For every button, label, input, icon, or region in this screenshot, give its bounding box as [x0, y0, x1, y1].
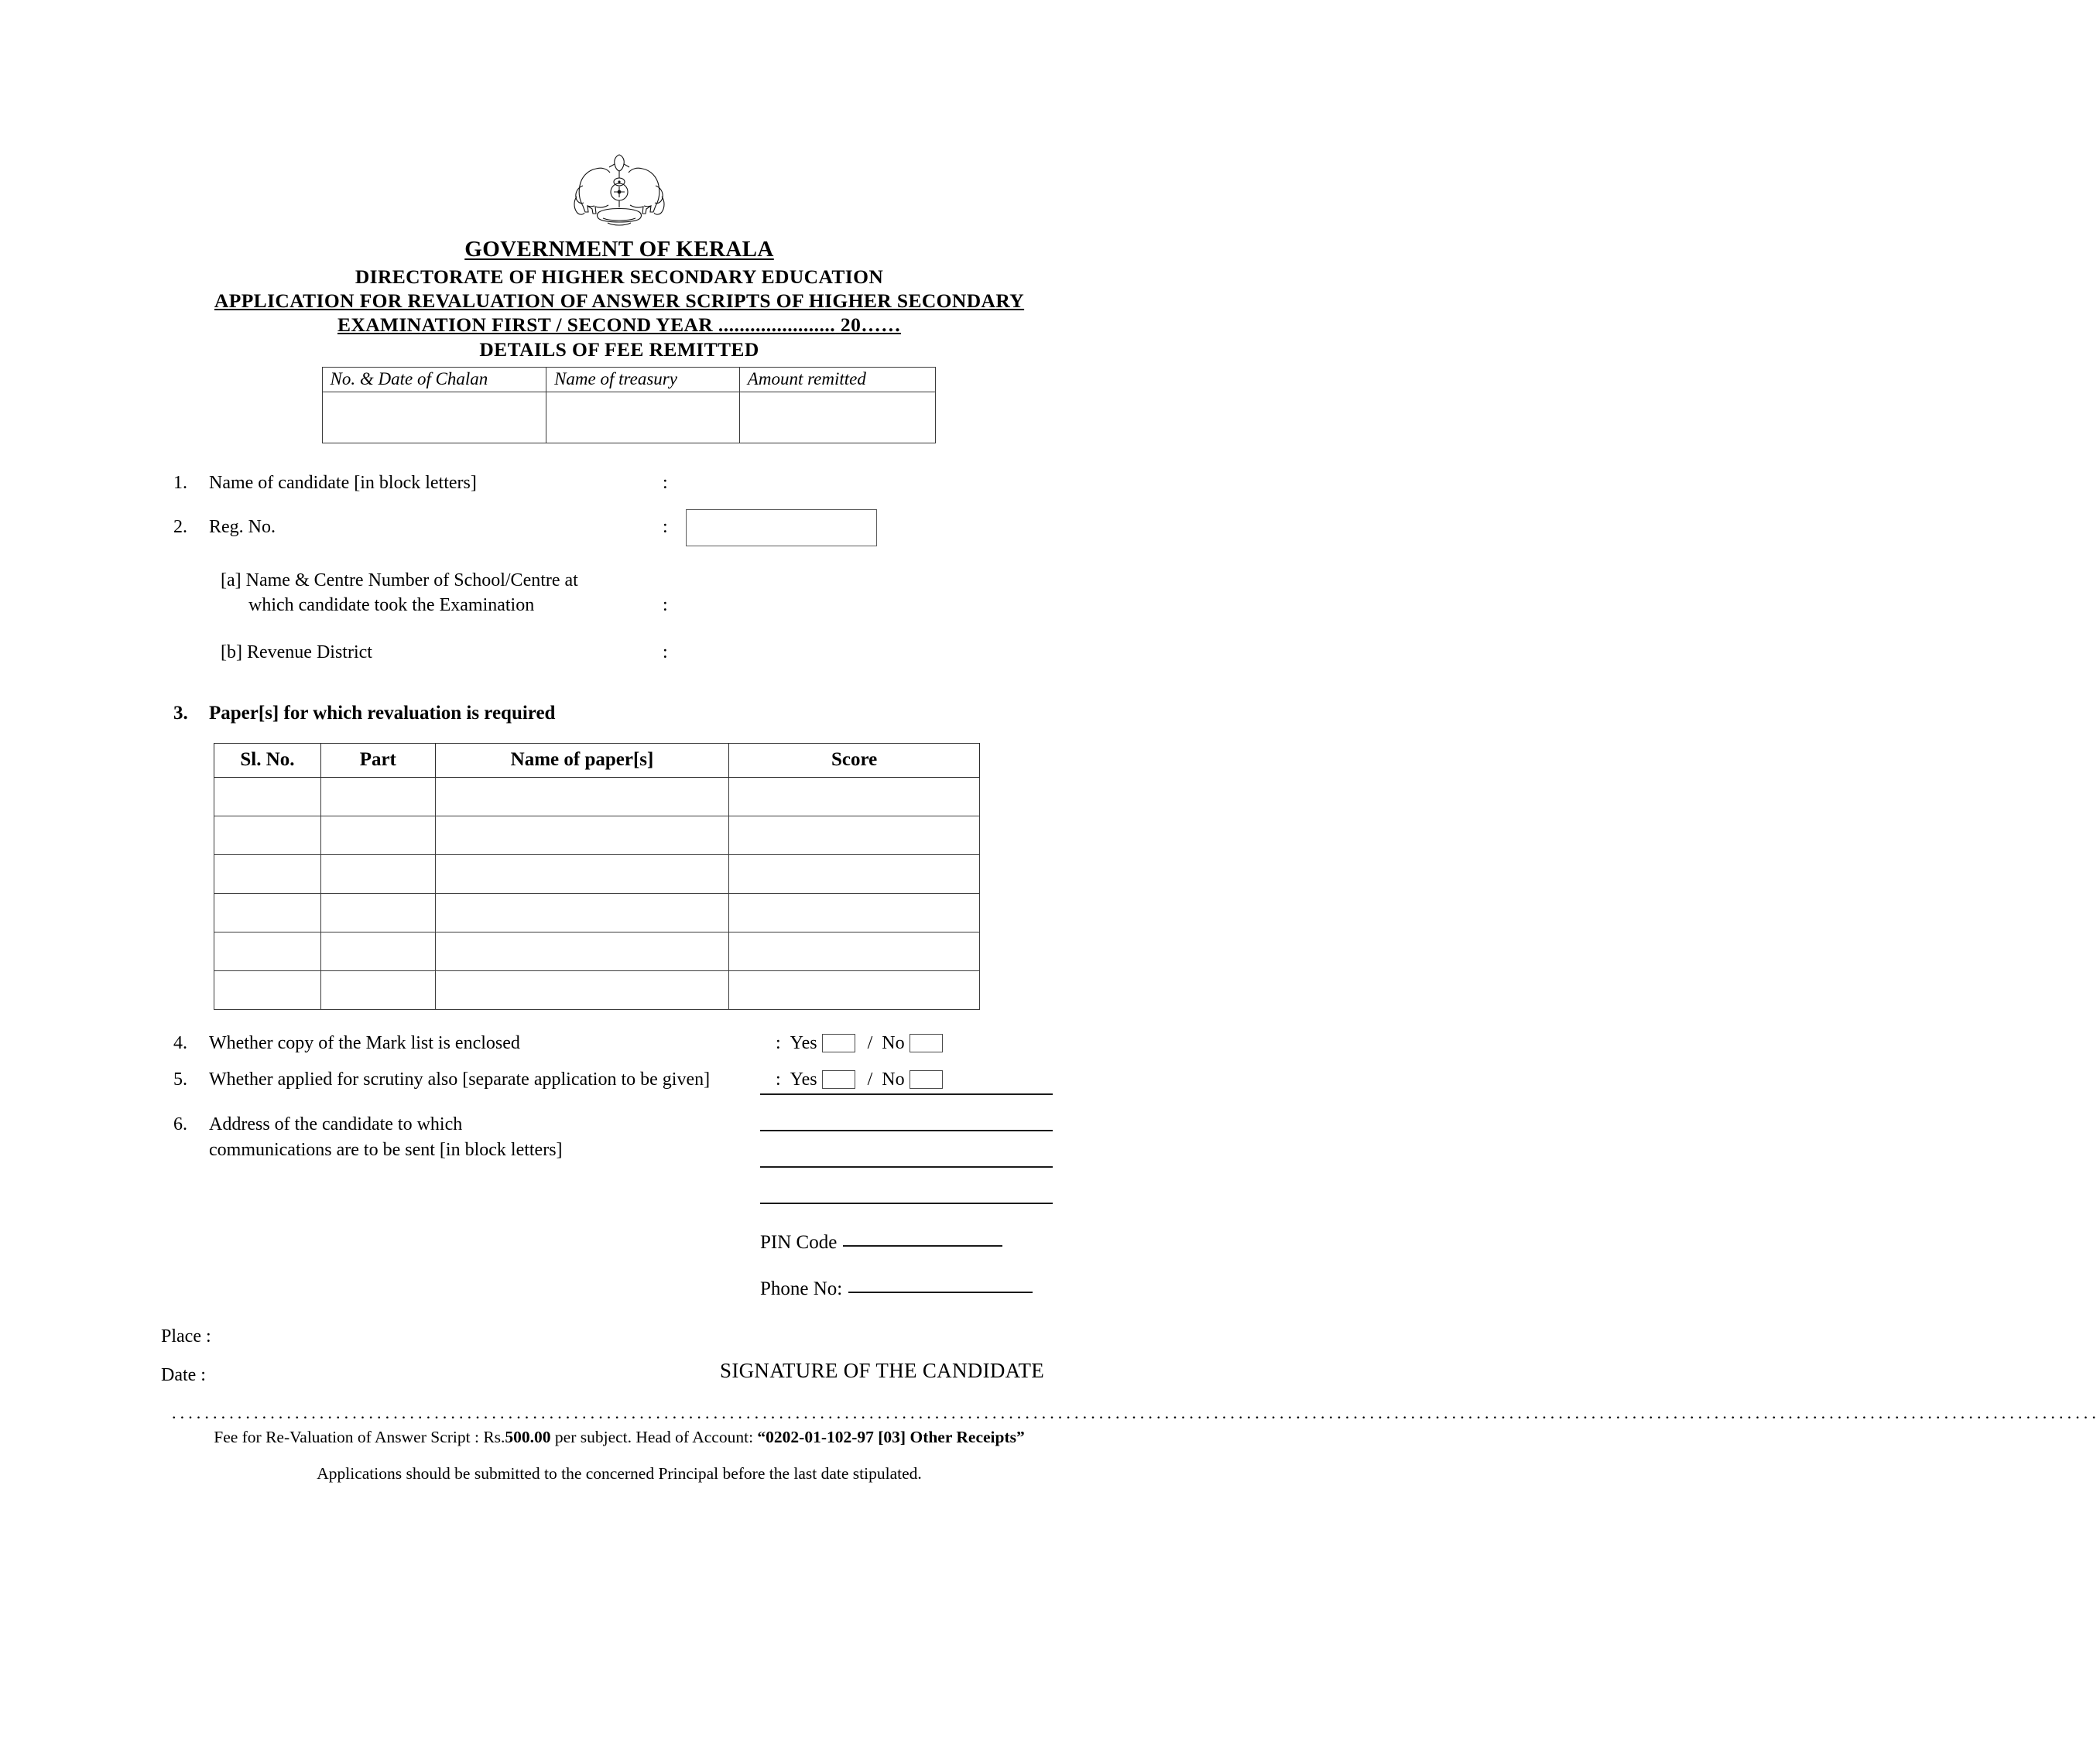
paper-cell-score[interactable]: [729, 893, 980, 932]
table-row: [322, 392, 935, 443]
question-5-yes-label: Yes: [790, 1069, 817, 1090]
examination-year-prefix: EXAMINATION FIRST / SECOND YEAR: [337, 313, 718, 337]
phone-no-row: [760, 1278, 1070, 1300]
paper-cell-score[interactable]: [729, 816, 980, 854]
table-row: [214, 777, 980, 816]
question-1-label: Name of candidate [in block letters]: [209, 472, 477, 493]
question-6-label-line1: Address of the candidate to which: [209, 1114, 463, 1134]
head-of-account: “0202-01-102-97 [03] Other Receipts”: [757, 1428, 1025, 1446]
question-2-number: 2.: [173, 517, 187, 538]
table-header-row: [214, 743, 980, 777]
question-2a-label-line1: [a] Name & Centre Number of School/Centre at: [221, 570, 578, 590]
question-4-answer-group: [776, 1033, 947, 1054]
fee-col-amount: Amount remitted: [739, 367, 935, 392]
table-row: [214, 932, 980, 970]
fee-cell-amount[interactable]: [739, 392, 935, 443]
question-2a-colon: :: [663, 595, 668, 616]
question-5-slash: /: [867, 1069, 873, 1090]
paper-cell-score[interactable]: [729, 932, 980, 970]
table-row: [214, 970, 980, 1009]
paper-col-name: Name of paper[s]: [435, 743, 729, 777]
fee-col-treasury: Name of treasury: [546, 367, 740, 392]
fee-cell-treasury[interactable]: [546, 392, 740, 443]
question-5-no-label: No: [882, 1069, 905, 1090]
paper-cell-sl-no[interactable]: [214, 893, 321, 932]
question-4-yes-checkbox[interactable]: [822, 1034, 855, 1052]
question-1-number: 1.: [173, 472, 187, 493]
address-input-area: [760, 1068, 1070, 1300]
question-1-colon: :: [663, 472, 668, 493]
papers-for-revaluation-table: [214, 743, 980, 1010]
paper-cell-sl-no[interactable]: [214, 816, 321, 854]
paper-cell-name[interactable]: [435, 777, 729, 816]
question-5-row: [161, 1069, 1238, 1090]
question-2b-row: [209, 640, 1238, 666]
question-2a-label: [209, 568, 663, 618]
paper-cell-name[interactable]: [435, 932, 729, 970]
question-3-number: 3.: [173, 702, 188, 724]
question-6-number: 6.: [173, 1114, 187, 1134]
question-4-no-checkbox[interactable]: [910, 1034, 943, 1052]
examination-year-dots: ......................: [718, 313, 836, 337]
paper-cell-sl-no[interactable]: [214, 854, 321, 893]
question-2a-label-line2: which candidate took the Examination: [248, 595, 535, 616]
table-header-row: [322, 367, 935, 392]
question-4-row: [161, 1033, 1238, 1054]
question-4-no-label: No: [882, 1032, 905, 1053]
question-6-label: [209, 1112, 563, 1164]
paper-cell-name[interactable]: [435, 816, 729, 854]
fee-note-part-c: per subject. Head of Account:: [550, 1428, 758, 1446]
question-2b-colon: :: [663, 642, 668, 662]
question-2b-label: [b] Revenue District: [221, 642, 372, 662]
paper-cell-part[interactable]: [320, 893, 435, 932]
paper-col-sl-no: Sl. No.: [214, 743, 321, 777]
question-4-colon: :: [776, 1032, 781, 1053]
question-3-label: Paper[s] for which revaluation is required: [209, 702, 556, 724]
title-application-for-revaluation: APPLICATION FOR REVALUATION OF ANSWER SCRIPTS OF HIGHER SECONDARY: [214, 289, 1025, 313]
question-4-label: Whether copy of the Mark list is enclosed: [209, 1032, 520, 1053]
question-2-row: [161, 509, 1238, 546]
question-5-colon: :: [776, 1069, 781, 1090]
question-4-number: 4.: [173, 1032, 187, 1053]
date-label: Date :: [161, 1365, 206, 1385]
paper-cell-sl-no[interactable]: [214, 777, 321, 816]
address-line-1[interactable]: [760, 1068, 1070, 1104]
submission-note: Applications should be submitted to the concerned Principal before the last date stipulated.: [317, 1464, 922, 1483]
kerala-state-emblem-icon: [564, 152, 674, 228]
address-line-4[interactable]: [760, 1177, 1070, 1213]
question-1-row: [161, 471, 1238, 495]
document-title-block: [0, 236, 1238, 362]
table-row: [214, 854, 980, 893]
title-details-of-fee-remitted: DETAILS OF FEE REMITTED: [479, 338, 759, 361]
paper-cell-part[interactable]: [320, 854, 435, 893]
paper-cell-part[interactable]: [320, 932, 435, 970]
paper-cell-part[interactable]: [320, 816, 435, 854]
pin-code-input[interactable]: [843, 1245, 1002, 1247]
candidate-details-block: [161, 471, 1238, 666]
paper-col-score: Score: [729, 743, 980, 777]
paper-cell-part[interactable]: [320, 777, 435, 816]
paper-cell-sl-no[interactable]: [214, 932, 321, 970]
address-line-2[interactable]: [760, 1104, 1070, 1141]
fee-details-table: [322, 367, 936, 443]
paper-cell-score[interactable]: [729, 970, 980, 1009]
question-5-number: 5.: [173, 1069, 187, 1090]
paper-cell-name[interactable]: [435, 854, 729, 893]
title-examination-year-line: [0, 313, 1238, 337]
fee-note-part-a: Fee for Re-Valuation of Answer Script : Rs.: [214, 1428, 505, 1446]
question-2a-row: [209, 568, 1238, 618]
paper-table-container: [0, 743, 1238, 1010]
question-5-label: Whether applied for scrutiny also [separate application to be given]: [209, 1069, 711, 1090]
signature-of-candidate-label: SIGNATURE OF THE CANDIDATE: [720, 1359, 1045, 1382]
pin-code-row: [760, 1232, 1070, 1254]
paper-cell-name[interactable]: [435, 893, 729, 932]
question-4-yes-label: Yes: [790, 1032, 817, 1053]
paper-cell-part[interactable]: [320, 970, 435, 1009]
question-2-colon: :: [663, 517, 668, 538]
fee-amount: 500.00: [505, 1428, 551, 1446]
title-directorate: DIRECTORATE OF HIGHER SECONDARY EDUCATION: [355, 265, 884, 289]
paper-cell-name[interactable]: [435, 970, 729, 1009]
phone-no-label: Phone No:: [760, 1278, 843, 1299]
phone-no-input[interactable]: [848, 1292, 1033, 1293]
question-4-slash: /: [867, 1032, 873, 1053]
fee-col-chalan: No. & Date of Chalan: [322, 367, 546, 392]
paper-cell-score[interactable]: [729, 854, 980, 893]
pin-code-label: PIN Code: [760, 1232, 838, 1253]
fee-note: [0, 1428, 1238, 1447]
table-row: [214, 816, 980, 854]
paper-cell-sl-no[interactable]: [214, 970, 321, 1009]
question-6-row: [161, 1112, 1238, 1164]
emblem-container: [0, 0, 1238, 231]
title-government-of-kerala: GOVERNMENT OF KERALA: [464, 237, 774, 262]
question-6-label-line2: communications are to be sent [in block letters]: [209, 1140, 563, 1161]
dotted-divider: ...........................................................................................................................................................................................................................................: [172, 1403, 2100, 1422]
place-label: Place :: [161, 1326, 211, 1347]
table-row: [214, 893, 980, 932]
examination-year-suffix: 20……: [835, 313, 902, 337]
fee-cell-chalan[interactable]: [322, 392, 546, 443]
paper-col-part: Part: [320, 743, 435, 777]
question-3-row: [161, 703, 1238, 724]
fee-table-container: [0, 367, 1238, 443]
address-line-3[interactable]: [760, 1141, 1070, 1177]
paper-cell-score[interactable]: [729, 777, 980, 816]
reg-no-input[interactable]: [686, 509, 877, 546]
question-2-label: Reg. No.: [209, 517, 276, 538]
